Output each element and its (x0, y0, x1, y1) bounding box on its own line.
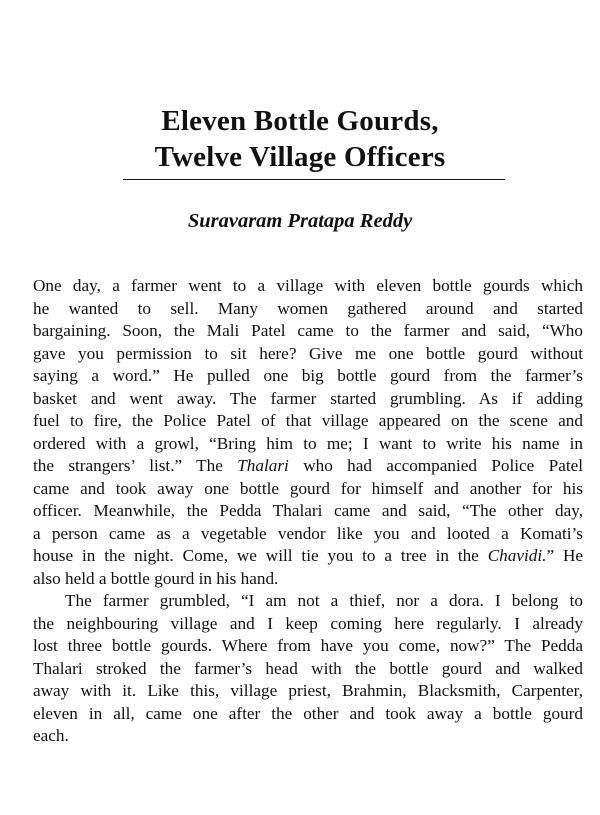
text-line: he wanted to sell. Many women gathered around and started (33, 298, 583, 318)
text-line: fuel to fire, the Police Patel of that village appeared on the scene and (33, 411, 583, 430)
text-line: each. (33, 726, 69, 745)
text-line: saying a word.” He pulled one big bottle gourd from the farmer’s (33, 366, 583, 385)
text-line: the neighbouring village and I keep coming here regularly. I already (33, 613, 583, 633)
text-line: came and took away one bottle gourd for himself and another for his (33, 478, 583, 498)
text-segment: ” He (546, 546, 583, 565)
text-line: The farmer grumbled, “I am not a thief, nor a dora. I belong to (65, 591, 583, 610)
text-line: bargaining. Soon, the Mali Patel came to the farmer and said, “Who (33, 321, 583, 340)
text-line: Thalari stroked the farmer’s head with the bottle gourd and walked (33, 658, 583, 678)
text-line: officer. Meanwhile, the Pedda Thalari came and said, “The other day, (33, 501, 583, 520)
italic-term-chavidi: Chavidi. (487, 546, 547, 565)
paragraph-2 (33, 590, 583, 748)
text-segment: the strangers’ list.” The (33, 456, 238, 475)
story-text (33, 275, 583, 748)
text-line: lost three bottle gourds. Where from have you come, now?” The Pedda (33, 636, 583, 655)
text-segment: house in the night. Come, we will tie you to a tree in the (33, 546, 488, 565)
text-line: ordered with a growl, “Bring him to me; I want to write his name in (33, 433, 583, 453)
text-line: gave you permission to sit here? Give me one bottle gourd without (33, 343, 583, 363)
text-line: a person came as a vegetable vendor like you and looted a Komati’s (33, 523, 583, 543)
title-underline (123, 179, 505, 180)
text-line: away with it. Like this, village priest, Brahmin, Blacksmith, Carpenter, (33, 681, 583, 700)
author-name: Suravaram Pratapa Reddy (187, 210, 413, 232)
paragraph-1 (33, 275, 583, 590)
text-line: One day, a farmer went to a village with eleven bottle gourds which (33, 276, 583, 295)
text-line: basket and went away. The farmer started grumbling. As if adding (33, 388, 583, 408)
text-line (33, 455, 583, 478)
chapter-title-line-2: Twelve Village Officers (154, 141, 446, 173)
text-line: eleven in all, came one after the other and took away a bottle gourd (33, 703, 583, 723)
chapter-title-line-1: Eleven Bottle Gourds, (161, 105, 439, 137)
text-segment: who had accompanied Police Patel (288, 456, 584, 475)
text-line (33, 545, 583, 568)
italic-term-thalari: Thalari (237, 456, 289, 475)
text-line: also held a bottle gourd in his hand. (33, 568, 279, 588)
